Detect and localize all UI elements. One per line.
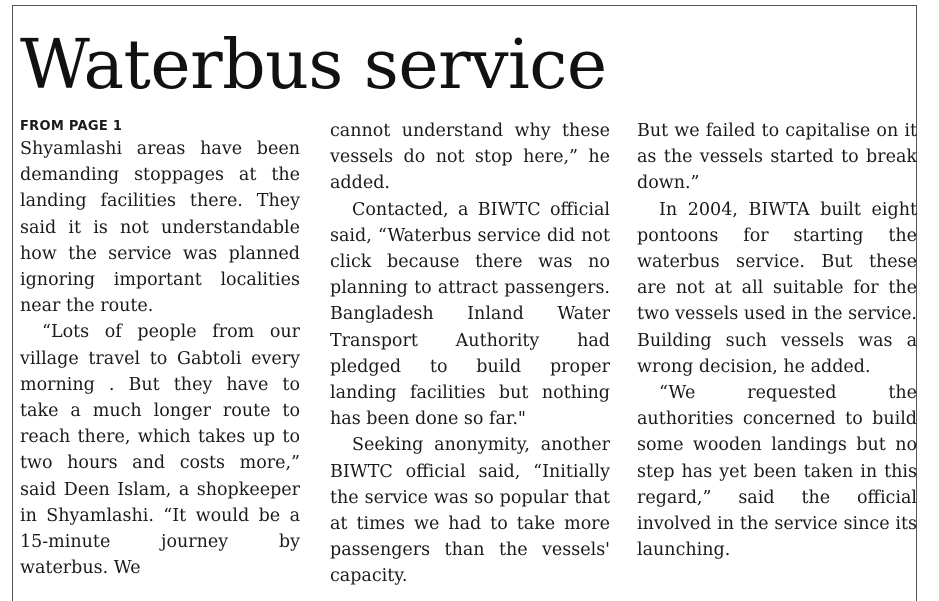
article-column-1 (20, 118, 300, 581)
article-column-3 (637, 118, 917, 563)
continuation-kicker: FROM PAGE 1 (20, 119, 123, 134)
paragraph: In 2004, BIWTA built eight pontoons for starting the waterbus service. But these are not at all suitable for the two vessels used in the service. Building such vessels was a wrong decision, he added. (637, 199, 917, 377)
paragraph: Contacted, a BIWTC official said, “Waterbus service did not click because there was no planning to attract passengers. Bangladesh Inland Water Transport Authority had pledged to build proper landing facilities but nothing has been done so far." (330, 199, 610, 430)
paragraph: cannot understand why these vessels do not stop here,” he added. (330, 121, 610, 194)
left-border (12, 5, 13, 601)
paragraph: “Lots of people from our village travel to Gabtoli every morning . But they have to take a much longer route to reach there, which takes up to two hours and costs more,” said Deen Islam, a shopkeeper in Shyamlashi. “It would be a 15-minute journey by waterbus. We (20, 322, 300, 579)
paragraph: “We requested the authorities concerned to build some wooden landings but no step has yet been taken in this regard,” said the official involved in the service since its launching. (637, 383, 917, 561)
paragraph: But we failed to capitalise on it as the vessels started to break down.” (637, 121, 917, 194)
article-headline: Waterbus service (20, 26, 607, 105)
paragraph: Shyamlashi areas have been demanding stoppages at the landing facilities there. They said it is not understandable how the service was planned ignoring important localities near the route. (20, 139, 300, 317)
article-column-2 (330, 118, 610, 590)
paragraph: Seeking anonymity, another BIWTC official said, “Initially the service was so popular that at times we had to take more passengers than the vessels' capacity. (330, 435, 610, 587)
top-border (12, 5, 917, 6)
